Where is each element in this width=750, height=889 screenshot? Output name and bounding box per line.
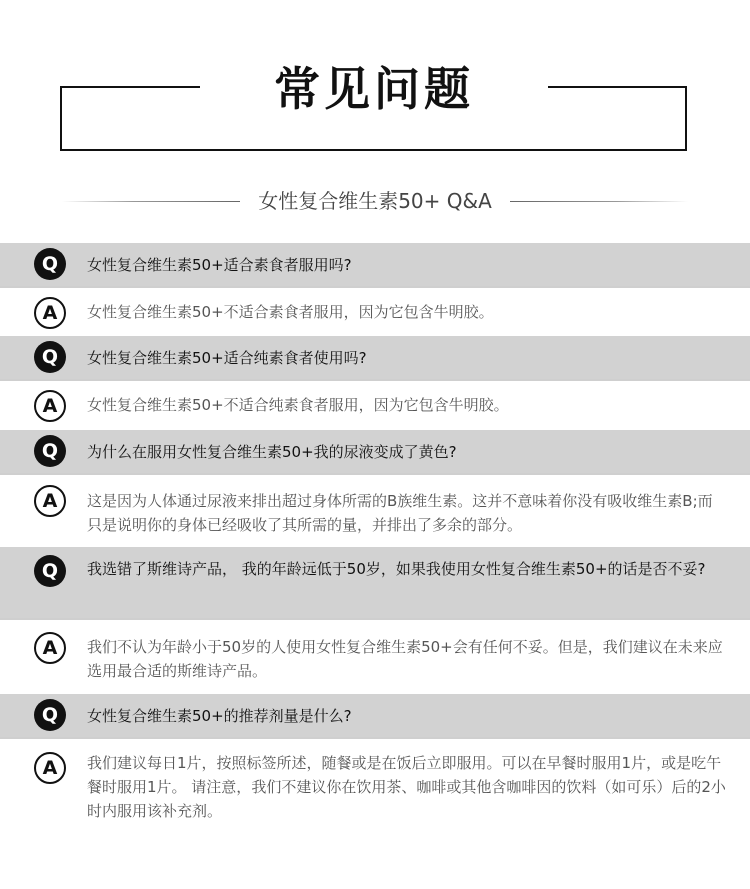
question-badge: Q	[34, 435, 66, 467]
answer-badge: A	[34, 632, 66, 664]
question-badge: Q	[34, 248, 66, 280]
faq-question-row	[0, 430, 750, 473]
answer-badge: A	[34, 752, 66, 784]
subtitle-divider-right	[510, 201, 688, 202]
answer-badge: A	[34, 297, 66, 329]
faq-question-row	[0, 694, 750, 737]
faq-question: 为什么在服用女性复合维生素50+我的尿液变成了黄色?	[87, 443, 457, 461]
answer-badge: A	[34, 485, 66, 517]
question-badge: Q	[34, 555, 66, 587]
question-badge: Q	[34, 699, 66, 731]
faq-answer: 女性复合维生素50+不适合素食者服用，因为它包含牛明胶。	[87, 303, 494, 321]
faq-question: 女性复合维生素50+适合纯素食者使用吗?	[87, 349, 367, 367]
faq-question-row	[0, 547, 750, 618]
faq-answer: 我们建议每日1片，按照标签所述，随餐或是在饭后立即服用。可以在早餐时服用1片，或是吃午餐时服用1片。 请注意，我们不建议你在饮用茶、咖啡或其他含咖啡因的饮料（如可乐）后的2小时内服用该补充剂。	[87, 754, 726, 820]
faq-answer-row	[0, 618, 750, 694]
faq-question: 我选错了斯维诗产品， 我的年龄远低于50岁，如果我使用女性复合维生素50+的话是否不妥?	[87, 560, 706, 578]
faq-question-row	[0, 336, 750, 379]
faq-question: 女性复合维生素50+适合素食者服用吗?	[87, 256, 352, 274]
subtitle-divider-left	[62, 201, 240, 202]
faq-question-row	[0, 243, 750, 286]
faq-answer-row	[0, 473, 750, 547]
answer-badge: A	[34, 390, 66, 422]
faq-answer-row	[0, 379, 750, 430]
faq-answer-row	[0, 737, 750, 889]
subtitle: 女性复合维生素50+ Q&A	[258, 189, 492, 213]
faq-answer: 女性复合维生素50+不适合纯素食者服用，因为它包含牛明胶。	[87, 396, 509, 414]
question-badge: Q	[34, 341, 66, 373]
faq-answer: 我们不认为年龄小于50岁的人使用女性复合维生素50+会有任何不妥。但是，我们建议在未来应选用最合适的斯维诗产品。	[87, 638, 723, 680]
faq-question: 女性复合维生素50+的推荐剂量是什么?	[87, 707, 352, 725]
faq-answer-row	[0, 286, 750, 336]
faq-answer: 这是因为人体通过尿液来排出超过身体所需的B族维生素。这并不意味着你没有吸收维生素B;而只是说明你的身体已经吸收了其所需的量，并排出了多余的部分。	[87, 492, 713, 534]
page-title: 常见问题	[274, 62, 474, 116]
